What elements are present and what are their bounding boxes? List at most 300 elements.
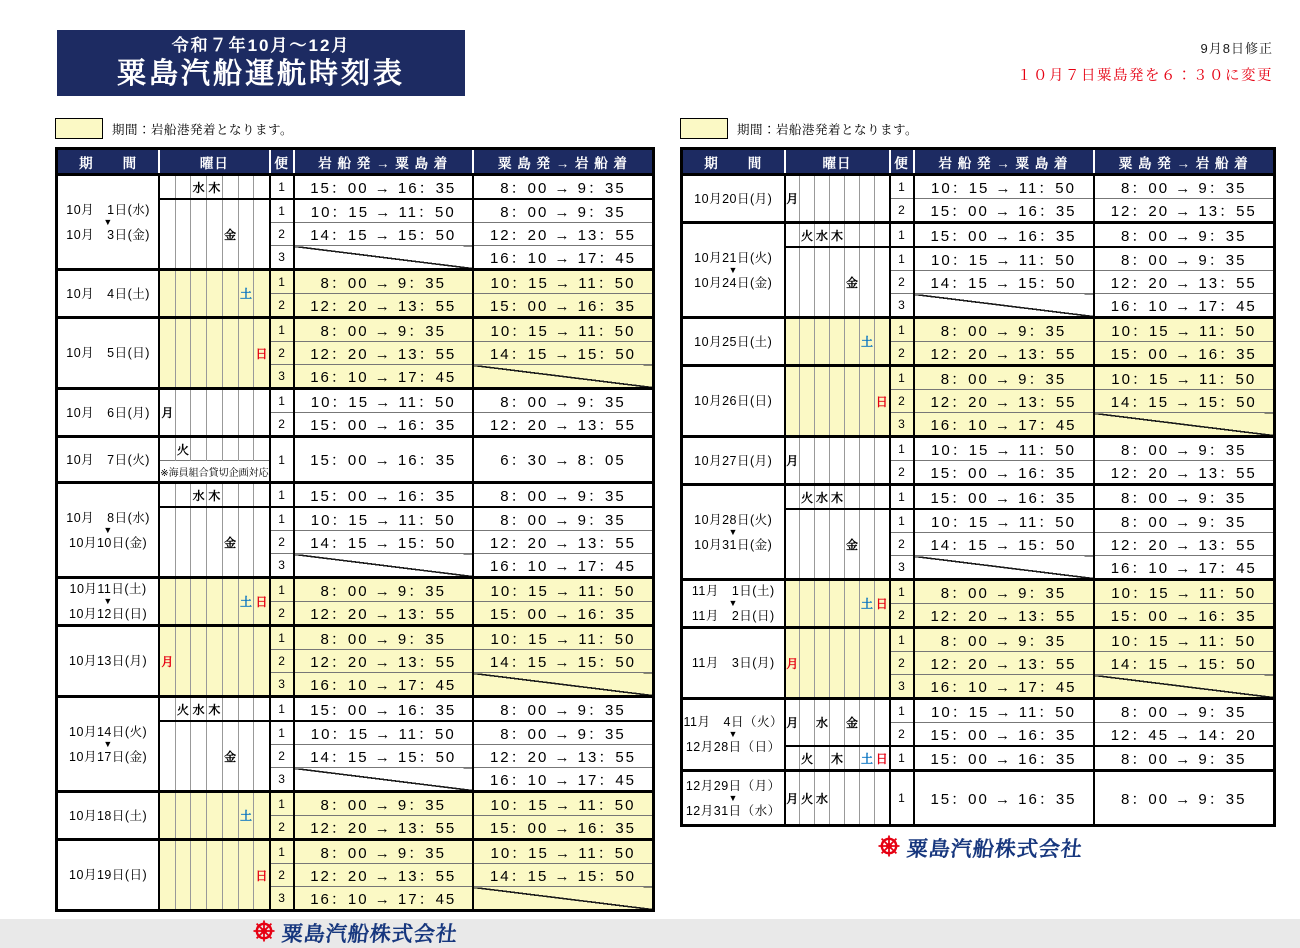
weekday-cell: [238, 483, 254, 508]
period-range-arrow: ▼: [728, 264, 738, 275]
outbound-time-cell: 15：00 → 16：35: [914, 771, 1094, 826]
weekday-cell: [800, 247, 815, 318]
weekday-cell: [800, 318, 815, 366]
weekday-cell: [191, 507, 207, 578]
weekday-cell: [238, 626, 254, 697]
outbound-time-cell: 10：15 → 11：50: [294, 199, 473, 223]
legend: [55, 118, 655, 139]
company-logo: [680, 833, 1280, 863]
inbound-time-cell: 8：00 → 9：35: [473, 507, 654, 531]
weekday-cell: 木: [207, 697, 223, 722]
outbound-time-cell: 15：00 → 16：35: [914, 723, 1094, 747]
inbound-time-cell: 10：15 → 11：50: [1094, 580, 1275, 604]
weekday-cell: [860, 437, 875, 485]
weekday-cell: 水: [815, 485, 830, 510]
weekday-cell: [207, 578, 223, 626]
weekday-cell: [191, 437, 207, 461]
inbound-time-cell: 10：15 → 11：50: [473, 792, 654, 816]
period-range-arrow: ▼: [103, 738, 113, 749]
weekday-cell: [254, 721, 270, 792]
weekday-cell: [815, 580, 830, 628]
weekday-cell: [815, 366, 830, 437]
inbound-time-cell: 16：10 → 17：45: [473, 768, 654, 792]
weekday-cell: [222, 318, 238, 389]
period-date: 10月 6日(月): [66, 405, 150, 420]
header-trip: 便: [890, 149, 914, 175]
trip-number-cell: 1: [270, 721, 294, 745]
weekday-cell: 火: [175, 437, 191, 461]
inbound-time-cell: 14：15 → 15：50: [473, 650, 654, 673]
period-cell: [57, 578, 160, 626]
company-name: 粟島汽船株式会社: [280, 923, 460, 946]
period-cell: [57, 697, 160, 792]
trip-number-cell: 2: [270, 816, 294, 840]
weekday-cell: 金: [222, 507, 238, 578]
period-cell: [682, 175, 785, 223]
weekday-cell: [238, 721, 254, 792]
weekday-cell: [845, 366, 860, 437]
inbound-time-cell: 10：15 → 11：50: [473, 626, 654, 650]
trip-number-cell: 3: [270, 365, 294, 389]
weekday-cell: [785, 366, 800, 437]
weekday-cell: [159, 507, 175, 578]
weekday-cell: [815, 746, 830, 771]
period-cell: [682, 485, 785, 580]
trip-number-cell: 3: [270, 246, 294, 270]
inbound-time-cell: 15：00 → 16：35: [473, 294, 654, 318]
inbound-time-cell: 8：00 → 9：35: [1094, 746, 1275, 771]
weekday-cell: [800, 437, 815, 485]
inbound-time-cell: 8：00 → 9：35: [473, 697, 654, 722]
outbound-time-cell: 8：00 → 9：35: [294, 318, 473, 342]
period-cell: [57, 840, 160, 911]
period-date: 10月25日(土): [694, 334, 773, 349]
trip-number-cell: 2: [270, 531, 294, 554]
outbound-time-cell: 14：15 → 15：50: [294, 223, 473, 246]
weekday-cell: [254, 389, 270, 437]
weekday-cell: [875, 437, 890, 485]
outbound-time-cell: 8：00 → 9：35: [914, 318, 1094, 342]
trip-number-cell: 2: [890, 723, 914, 747]
period-date: 11月 4日（火）: [683, 715, 783, 729]
outbound-time-cell: 8：00 → 9：35: [294, 626, 473, 650]
weekday-cell: [207, 626, 223, 697]
weekday-cell: [875, 628, 890, 699]
trip-number-cell: 3: [890, 294, 914, 318]
outbound-time-cell: 16：10 → 17：45: [294, 673, 473, 697]
outbound-time-cell: 16：10 → 17：45: [914, 675, 1094, 699]
trip-number-cell: 1: [270, 578, 294, 602]
weekday-cell: [222, 626, 238, 697]
weekday-cell: [191, 792, 207, 840]
period-cell: [682, 771, 785, 826]
outbound-time-cell: 12：20 → 13：55: [294, 864, 473, 887]
inbound-time-cell: [1094, 413, 1275, 437]
trip-number-cell: 1: [890, 628, 914, 652]
weekday-cell: 月: [785, 628, 800, 699]
outbound-time-cell: 15：00 → 16：35: [294, 483, 473, 508]
trip-number-cell: 2: [270, 294, 294, 318]
inbound-time-cell: 8：00 → 9：35: [1094, 485, 1275, 510]
inbound-time-cell: 14：15 → 15：50: [473, 342, 654, 365]
period-range-arrow: ▼: [103, 216, 113, 227]
weekday-cell: [254, 483, 270, 508]
weekday-cell: 水: [191, 697, 207, 722]
weekday-cell: [845, 580, 860, 628]
inbound-time-cell: 10：15 → 11：50: [473, 840, 654, 864]
period-date: 10月21日(火): [694, 250, 773, 265]
trip-number-cell: 2: [890, 533, 914, 556]
weekday-cell: [207, 507, 223, 578]
trip-number-cell: 1: [270, 626, 294, 650]
period-date: 10月26日(日): [694, 394, 773, 408]
outbound-time-cell: 12：20 → 13：55: [914, 342, 1094, 366]
weekday-cell: [815, 437, 830, 485]
inbound-time-cell: 8：00 → 9：35: [1094, 771, 1275, 826]
period-range-arrow: ▼: [103, 596, 113, 606]
weekday-cell: [785, 223, 800, 248]
weekday-cell: [875, 485, 890, 510]
weekday-cell: [222, 840, 238, 911]
header-weekday: 曜日: [159, 149, 269, 175]
weekday-cell: [159, 792, 175, 840]
period-cell: [682, 318, 785, 366]
weekday-cell: [222, 792, 238, 840]
header-weekday: 曜日: [785, 149, 890, 175]
weekday-cell: [785, 485, 800, 510]
period-date: 10月14日(火): [69, 724, 148, 739]
weekday-cell: [845, 437, 860, 485]
header-outbound: 岩 船 発 → 粟 島 着: [914, 149, 1094, 175]
header-inbound: 粟 島 発 → 岩 船 着: [1094, 149, 1275, 175]
weekday-cell: [815, 509, 830, 580]
inbound-time-cell: 8：00 → 9：35: [473, 483, 654, 508]
trip-number-cell: 2: [890, 652, 914, 675]
outbound-time-cell: 12：20 → 13：55: [294, 342, 473, 365]
inbound-time-cell: 12：20 → 13：55: [473, 531, 654, 554]
trip-number-cell: 1: [890, 771, 914, 826]
inbound-time-cell: 10：15 → 11：50: [1094, 366, 1275, 390]
weekday-cell: [159, 318, 175, 389]
weekday-cell: 木: [830, 485, 845, 510]
trip-number-cell: 1: [270, 840, 294, 864]
header-period: 期 間: [682, 149, 785, 175]
revision-date: 9月8日修正: [1200, 41, 1273, 56]
outbound-time-cell: [294, 768, 473, 792]
weekday-cell: 土: [238, 270, 254, 318]
inbound-time-cell: 8：00 → 9：35: [1094, 247, 1275, 271]
weekday-cell: 土: [860, 318, 875, 366]
weekday-cell: [800, 509, 815, 580]
trip-number-cell: 3: [270, 887, 294, 911]
weekday-cell: 水: [815, 771, 830, 826]
weekday-cell: [800, 366, 815, 437]
weekday-cell: [875, 771, 890, 826]
outbound-time-cell: 12：20 → 13：55: [294, 294, 473, 318]
period-cell: [57, 437, 160, 483]
weekday-cell: [222, 175, 238, 200]
inbound-time-cell: 8：00 → 9：35: [1094, 699, 1275, 723]
weekday-cell: 日: [875, 746, 890, 771]
trip-number-cell: 1: [270, 175, 294, 200]
weekday-cell: [175, 175, 191, 200]
weekday-cell: [785, 509, 800, 580]
outbound-time-cell: 15：00 → 16：35: [294, 697, 473, 722]
weekday-cell: [175, 626, 191, 697]
outbound-time-cell: 14：15 → 15：50: [914, 271, 1094, 294]
trip-number-cell: 3: [890, 413, 914, 437]
period-date: 10月18日(土): [69, 808, 148, 823]
period-cell: [57, 626, 160, 697]
weekday-cell: [222, 483, 238, 508]
weekday-cell: [785, 318, 800, 366]
weekday-cell: 火: [800, 746, 815, 771]
weekday-cell: [254, 792, 270, 840]
trip-number-cell: 2: [890, 342, 914, 366]
period-date: 10月 4日(土): [66, 286, 150, 301]
weekday-cell: [860, 175, 875, 223]
weekday-cell: 月: [785, 699, 800, 747]
weekday-cell: 日: [875, 580, 890, 628]
inbound-time-cell: 8：00 → 9：35: [1094, 223, 1275, 248]
outbound-time-cell: 16：10 → 17：45: [294, 365, 473, 389]
outbound-time-cell: 8：00 → 9：35: [294, 578, 473, 602]
weekday-cell: [191, 318, 207, 389]
period-range-arrow: ▼: [103, 524, 113, 535]
inbound-time-cell: 12：20 → 13：55: [1094, 461, 1275, 485]
weekday-cell: [845, 746, 860, 771]
inbound-time-cell: 6：30 → 8：05: [473, 437, 654, 483]
weekday-cell: [159, 483, 175, 508]
weekday-cell: [222, 578, 238, 626]
weekday-cell: [175, 578, 191, 626]
header-inbound: 粟 島 発 → 岩 船 着: [473, 149, 654, 175]
weekday-cell: [159, 270, 175, 318]
weekday-cell: 日: [254, 578, 270, 626]
period-cell: [57, 483, 160, 578]
legend: [680, 118, 1280, 139]
weekday-cell: [815, 247, 830, 318]
weekday-cell: 水: [191, 175, 207, 200]
title-block: [57, 30, 465, 96]
weekday-cell: 木: [830, 746, 845, 771]
weekday-cell: 土: [860, 746, 875, 771]
weekday-cell: [830, 628, 845, 699]
weekday-cell: [860, 247, 875, 318]
trip-number-cell: 1: [890, 247, 914, 271]
outbound-time-cell: [914, 294, 1094, 318]
trip-number-cell: 1: [890, 175, 914, 199]
inbound-time-cell: 15：00 → 16：35: [1094, 604, 1275, 628]
header-trip: 便: [270, 149, 294, 175]
outbound-time-cell: 12：20 → 13：55: [914, 652, 1094, 675]
weekday-cell: [254, 437, 270, 461]
trip-number-cell: 1: [270, 437, 294, 483]
period-date: 10月 1日(水): [66, 202, 150, 217]
period-date: 12月31日（水）: [685, 803, 781, 818]
weekday-cell: [175, 721, 191, 792]
weekday-cell: [175, 483, 191, 508]
trip-number-cell: 2: [890, 199, 914, 223]
period-date: 10月10日(金): [69, 535, 148, 550]
inbound-time-cell: 16：10 → 17：45: [473, 246, 654, 270]
period-cell: [682, 366, 785, 437]
inbound-time-cell: 8：00 → 9：35: [1094, 437, 1275, 461]
weekday-cell: [175, 389, 191, 437]
weekday-cell: [222, 437, 238, 461]
timetable-right: [680, 147, 1280, 827]
trip-number-cell: 2: [270, 223, 294, 246]
outbound-time-cell: [294, 246, 473, 270]
outbound-time-cell: 10：15 → 11：50: [914, 175, 1094, 199]
weekday-cell: [207, 199, 223, 270]
outbound-time-cell: 15：00 → 16：35: [294, 413, 473, 437]
outbound-time-cell: 10：15 → 11：50: [914, 247, 1094, 271]
timetable-right: [680, 147, 1276, 827]
weekday-cell: [159, 840, 175, 911]
weekday-cell: [238, 318, 254, 389]
weekday-cell: [238, 437, 254, 461]
trip-number-cell: 1: [890, 580, 914, 604]
inbound-time-cell: 10：15 → 11：50: [1094, 628, 1275, 652]
revision-note: [1017, 38, 1273, 85]
weekday-cell: [207, 270, 223, 318]
weekday-cell: [845, 628, 860, 699]
weekday-cell: [830, 247, 845, 318]
weekday-cell: [875, 247, 890, 318]
weekday-cell: 月: [785, 437, 800, 485]
inbound-time-cell: 8：00 → 9：35: [1094, 509, 1275, 533]
weekday-cell: 火: [800, 223, 815, 248]
trip-number-cell: 1: [890, 318, 914, 342]
inbound-time-cell: [473, 673, 654, 697]
weekday-cell: [785, 580, 800, 628]
weekday-cell: [815, 628, 830, 699]
trip-number-cell: 2: [270, 602, 294, 626]
period-cell: [682, 437, 785, 485]
weekday-cell: 金: [845, 699, 860, 747]
weekday-cell: [159, 697, 175, 722]
trip-number-cell: 1: [270, 483, 294, 508]
title-period: 令和７年10月～12月: [171, 36, 351, 55]
weekday-cell: [207, 318, 223, 389]
outbound-time-cell: 14：15 → 15：50: [914, 533, 1094, 556]
weekday-cell: [800, 175, 815, 223]
period-range-arrow: ▼: [728, 729, 738, 739]
trip-number-cell: 1: [270, 792, 294, 816]
trip-number-cell: 3: [270, 673, 294, 697]
weekday-cell: 金: [222, 721, 238, 792]
weekday-cell: [800, 580, 815, 628]
trip-number-cell: 2: [890, 461, 914, 485]
weekday-cell: [238, 175, 254, 200]
weekday-cell: [254, 697, 270, 722]
weekday-cell: [191, 721, 207, 792]
header-outbound: 岩 船 発 → 粟 島 着: [294, 149, 473, 175]
weekday-cell: [830, 175, 845, 223]
period-date: 10月28日(火): [694, 512, 773, 527]
weekday-cell: [207, 389, 223, 437]
weekday-cell: [207, 792, 223, 840]
weekday-cell: [815, 175, 830, 223]
weekday-cell: [875, 699, 890, 747]
trip-number-cell: 2: [890, 271, 914, 294]
weekday-cell: 土: [860, 580, 875, 628]
weekday-cell: 金: [845, 509, 860, 580]
weekday-cell: [860, 223, 875, 248]
weekday-cell: 日: [875, 366, 890, 437]
trip-number-cell: 1: [270, 697, 294, 722]
outbound-time-cell: 16：10 → 17：45: [294, 887, 473, 911]
weekday-cell: [860, 509, 875, 580]
weekday-cell: [800, 628, 815, 699]
outbound-time-cell: 10：15 → 11：50: [914, 699, 1094, 723]
weekday-cell: [254, 507, 270, 578]
inbound-time-cell: 12：45 → 14：20: [1094, 723, 1275, 747]
period-cell: [682, 580, 785, 628]
weekday-cell: [191, 389, 207, 437]
weekday-cell: [238, 389, 254, 437]
period-date: 10月20日(月): [694, 191, 773, 206]
inbound-time-cell: 14：15 → 15：50: [473, 864, 654, 887]
inbound-time-cell: 12：20 → 13：55: [473, 745, 654, 768]
outbound-time-cell: 12：20 → 13：55: [914, 390, 1094, 413]
timetable-section-right: [680, 118, 1280, 863]
weekday-cell: 水: [191, 483, 207, 508]
weekday-cell: 土: [238, 792, 254, 840]
trip-number-cell: 2: [270, 864, 294, 887]
period-cell: [682, 223, 785, 318]
weekday-cell: [159, 721, 175, 792]
trip-number-cell: 1: [890, 366, 914, 390]
inbound-time-cell: 8：00 → 9：35: [473, 175, 654, 200]
outbound-time-cell: 15：00 → 16：35: [914, 199, 1094, 223]
inbound-time-cell: 12：20 → 13：55: [1094, 199, 1275, 223]
weekday-cell: [830, 580, 845, 628]
trip-number-cell: 1: [890, 437, 914, 461]
page-title: 粟島汽船運航時刻表: [116, 58, 405, 90]
period-cell: [57, 389, 160, 437]
outbound-time-cell: 14：15 → 15：50: [294, 745, 473, 768]
weekday-cell: [238, 840, 254, 911]
outbound-time-cell: [914, 556, 1094, 580]
inbound-time-cell: 10：15 → 11：50: [473, 318, 654, 342]
trip-number-cell: 1: [270, 389, 294, 413]
outbound-time-cell: 15：00 → 16：35: [294, 175, 473, 200]
weekday-cell: [875, 223, 890, 248]
weekday-cell: 木: [207, 175, 223, 200]
outbound-time-cell: 8：00 → 9：35: [914, 580, 1094, 604]
outbound-time-cell: 15：00 → 16：35: [914, 746, 1094, 771]
outbound-time-cell: 10：15 → 11：50: [294, 721, 473, 745]
timetable-left: [55, 147, 655, 912]
weekday-cell: [875, 509, 890, 580]
period-cell: [57, 792, 160, 840]
period-cell: [57, 175, 160, 270]
weekday-cell: 月: [785, 175, 800, 223]
inbound-time-cell: 12：20 → 13：55: [1094, 533, 1275, 556]
outbound-time-cell: 8：00 → 9：35: [294, 270, 473, 294]
outbound-time-cell: 12：20 → 13：55: [294, 650, 473, 673]
trip-number-cell: 3: [890, 675, 914, 699]
weekday-cell: [238, 199, 254, 270]
trip-number-cell: 3: [890, 556, 914, 580]
weekday-cell: 月: [159, 389, 175, 437]
outbound-time-cell: 16：10 → 17：45: [914, 413, 1094, 437]
inbound-time-cell: 15：00 → 16：35: [1094, 342, 1275, 366]
period-date: 10月31日(金): [694, 537, 773, 552]
inbound-time-cell: 15：00 → 16：35: [473, 816, 654, 840]
